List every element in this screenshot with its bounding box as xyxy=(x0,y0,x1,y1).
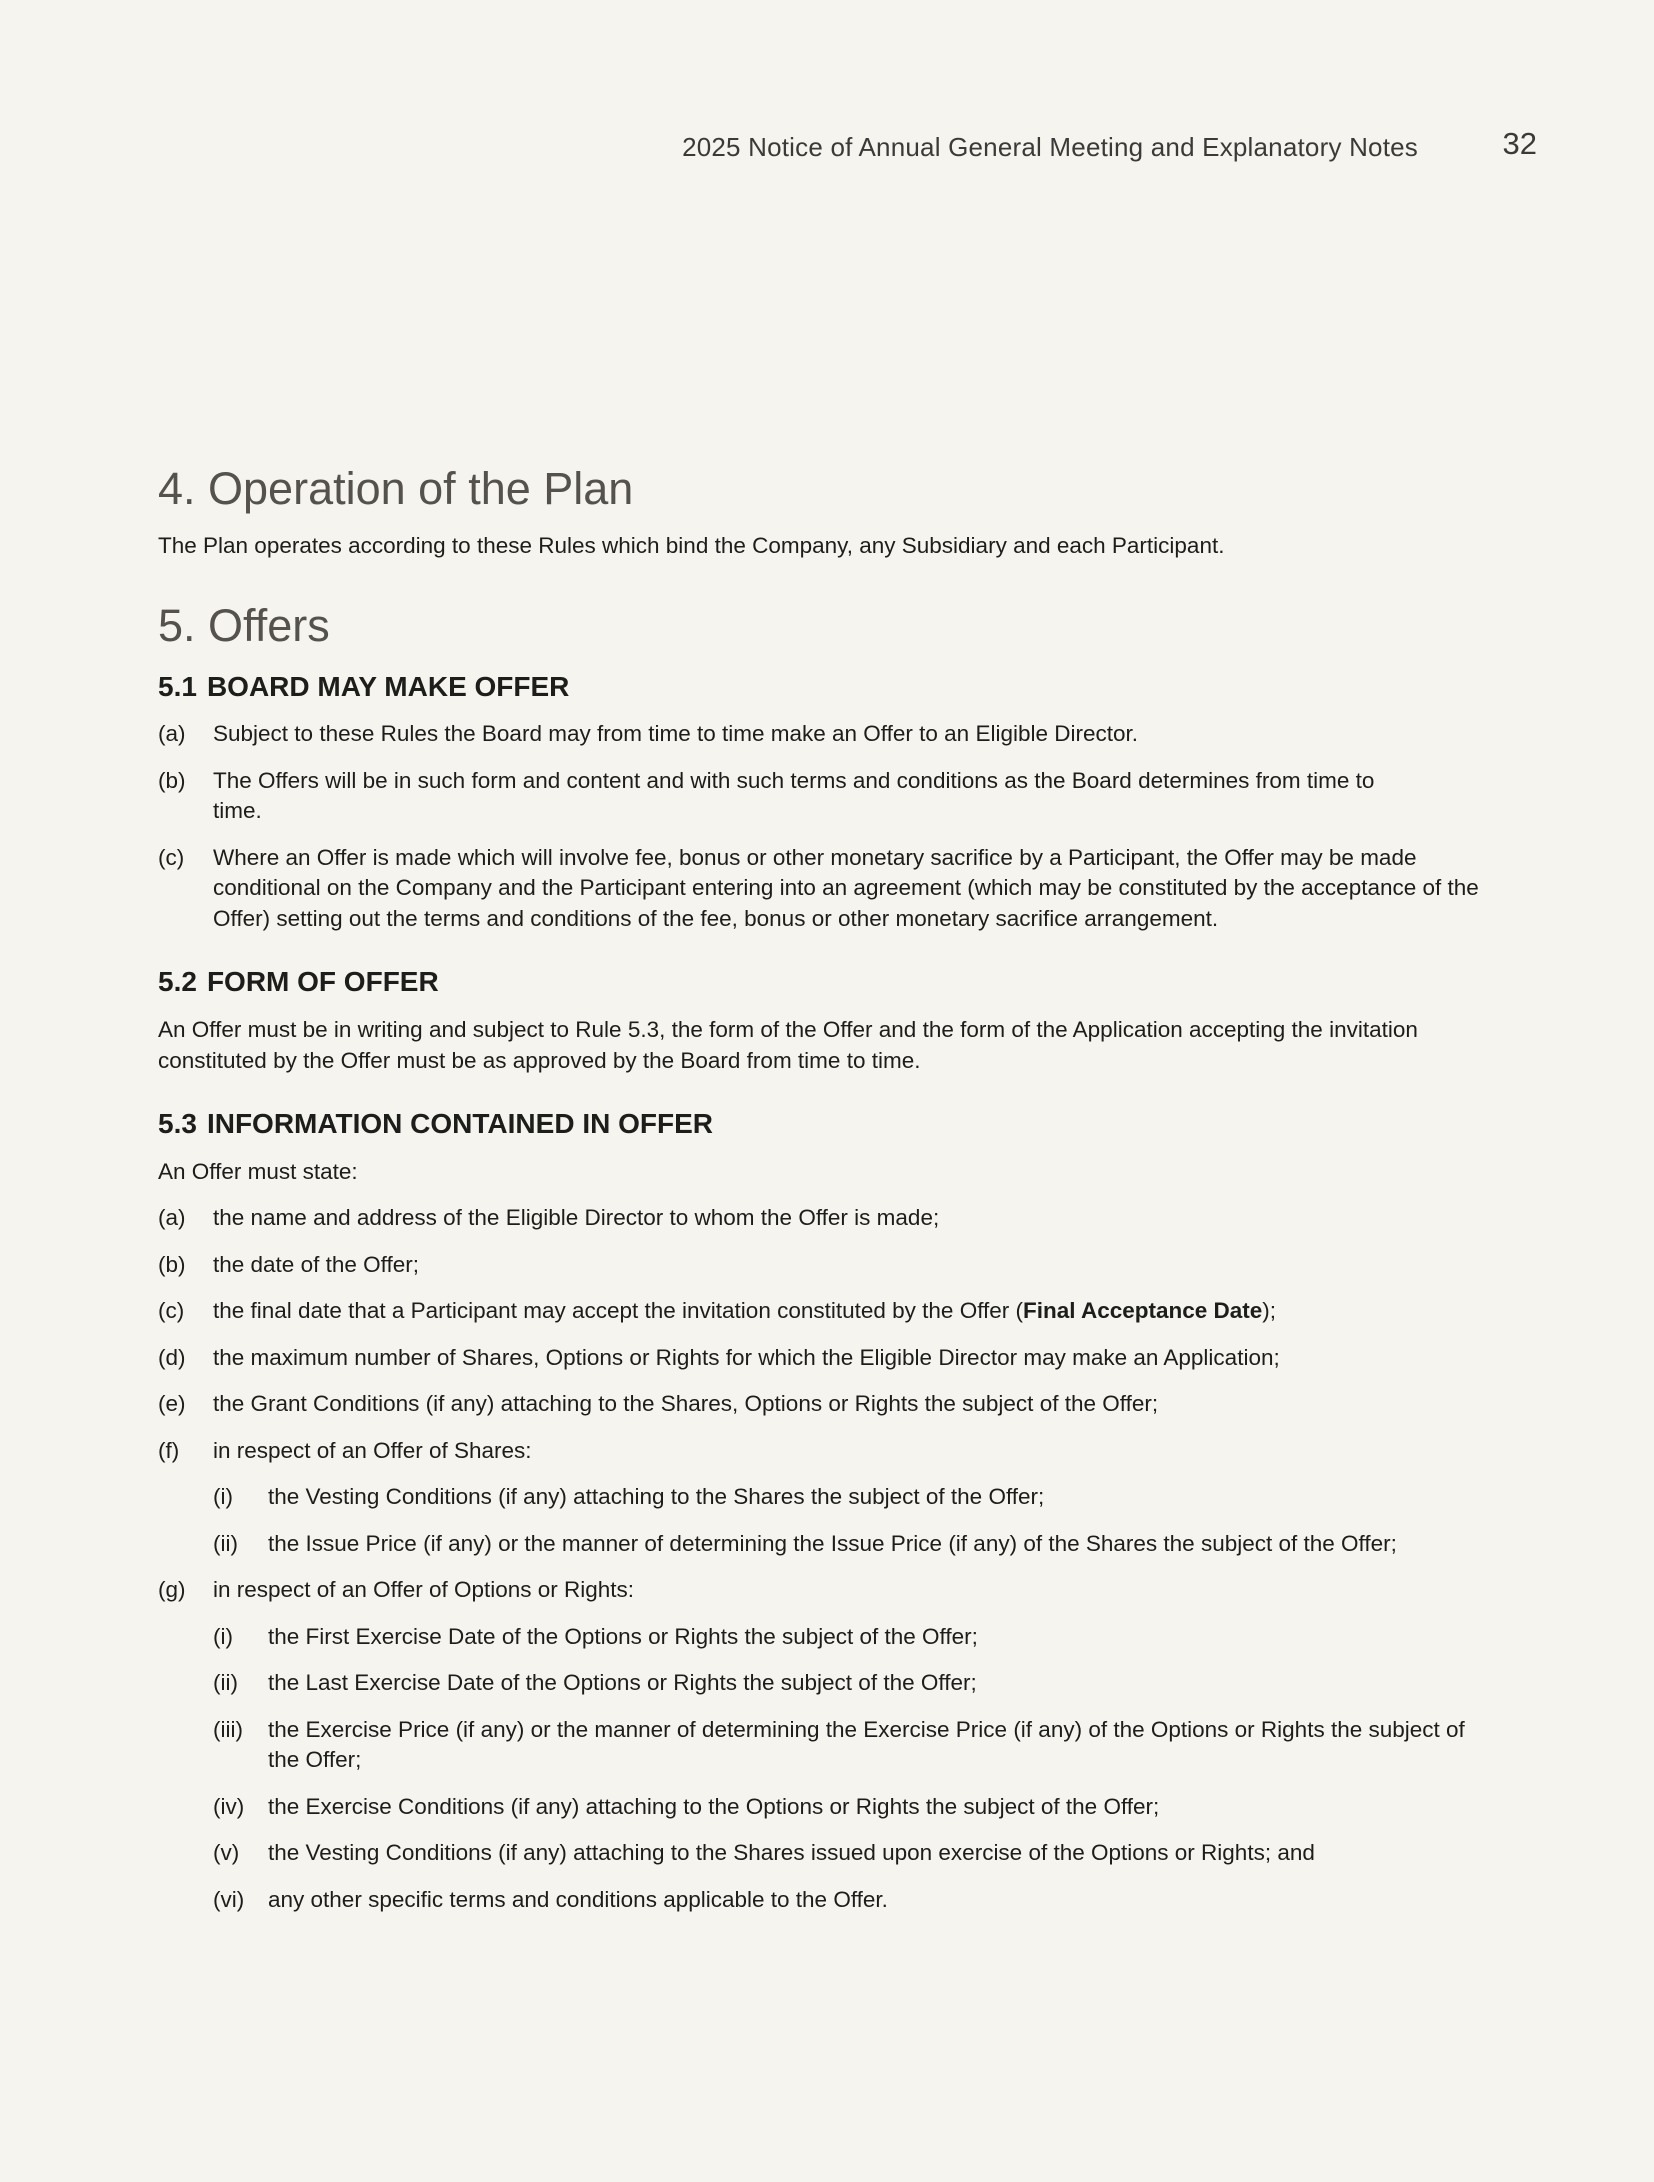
list-label: (b) xyxy=(158,767,186,793)
list-label: (a) xyxy=(158,1205,186,1230)
rule-5-3-heading xyxy=(158,1104,1498,1144)
list-text: the final date that a Participant may accept the invitation constituted by the Offer ( xyxy=(213,1298,1024,1323)
sub-list-item xyxy=(213,1668,1498,1699)
sub-list-item xyxy=(213,1622,1498,1653)
list-text: the date of the Offer; xyxy=(213,1251,419,1277)
list-label: (g) xyxy=(158,1577,186,1602)
list-text: ); xyxy=(1262,1298,1277,1323)
page-number: 32 xyxy=(1502,126,1537,161)
list-text: The Offers will be in such form and content and with such terms and conditions as the Board determines from time to time. xyxy=(213,767,1375,823)
list-label: (iv) xyxy=(213,1793,245,1819)
defined-term: Final Acceptance Date xyxy=(1023,1298,1263,1323)
list-label: (a) xyxy=(158,721,186,746)
list-item xyxy=(158,1250,1498,1281)
list-text: in respect of an Offer of Options or Rights: xyxy=(213,1577,635,1602)
list-label: (vi) xyxy=(213,1886,245,1912)
list-text: the Issue Price (if any) or the manner of determining the Issue Price (if any) of the Shares the subject of the Offer; xyxy=(268,1530,1397,1556)
list-label: (c) xyxy=(158,844,185,870)
list-text: the name and address of the Eligible Director to whom the Offer is made; xyxy=(213,1205,940,1230)
rule-number: 5.1 xyxy=(158,671,197,702)
list-label: (e) xyxy=(158,1391,186,1416)
list-label: (ii) xyxy=(213,1530,238,1556)
list-text: Where an Offer is made which will involve fee, bonus or other monetary sacrifice by a Participant, the Offer may be made conditional on the Company and the Participant entering into an agreement (which may be constituted by the acceptance of the Offer) setting out the terms and conditions of the fee, bonus or other monetary sacrifice arrangement. xyxy=(213,844,1479,931)
rule-title: FORM OF OFFER xyxy=(206,966,439,997)
rule-number: 5.3 xyxy=(158,1108,197,1139)
rule-5-2-heading xyxy=(158,962,1498,1002)
list-item xyxy=(158,1436,1498,1467)
list-text: any other specific terms and conditions applicable to the Offer. xyxy=(268,1886,888,1912)
list-item xyxy=(158,1203,1498,1234)
sub-list-item xyxy=(213,1529,1498,1560)
list-item xyxy=(158,843,1498,935)
list-text: the Exercise Conditions (if any) attaching to the Options or Rights the subject of the Offer; xyxy=(268,1793,1160,1819)
page-content xyxy=(158,456,1498,1931)
sub-list-item xyxy=(213,1885,1498,1916)
document-title: 2025 Notice of Annual General Meeting and Explanatory Notes xyxy=(682,132,1418,162)
sub-list-item xyxy=(213,1482,1498,1513)
section-4-heading: 4. Operation of the Plan xyxy=(158,463,634,514)
list-label: (i) xyxy=(213,1484,233,1509)
list-label: (d) xyxy=(158,1344,186,1370)
list-text: in respect of an Offer of Shares: xyxy=(213,1437,532,1463)
list-text: the Vesting Conditions (if any) attaching to the Shares issued upon exercise of the Options or Rights; and xyxy=(268,1840,1315,1865)
list-text: Subject to these Rules the Board may from time to time make an Offer to an Eligible Director. xyxy=(213,721,1139,746)
sub-list-item xyxy=(213,1838,1498,1869)
list-item xyxy=(158,1343,1498,1374)
list-text: the maximum number of Shares, Options or Rights for which the Eligible Director may make an Application; xyxy=(213,1344,1280,1370)
sub-list-item xyxy=(213,1715,1498,1776)
list-text: the Grant Conditions (if any) attaching to the Shares, Options or Rights the subject of the Offer; xyxy=(213,1391,1159,1416)
list-label: (ii) xyxy=(213,1670,238,1695)
rule-5-3-intro: An Offer must state: xyxy=(158,1159,358,1184)
list-item xyxy=(158,1389,1498,1420)
list-label: (i) xyxy=(213,1623,233,1649)
list-label: (f) xyxy=(158,1437,180,1463)
list-item xyxy=(158,766,1498,827)
list-text: the Last Exercise Date of the Options or Rights the subject of the Offer; xyxy=(268,1670,977,1695)
list-label: (c) xyxy=(158,1298,185,1323)
list-label: (iii) xyxy=(213,1716,243,1742)
section-5-heading: 5. Offers xyxy=(158,600,330,651)
list-text: the First Exercise Date of the Options or Rights the subject of the Offer; xyxy=(268,1623,978,1649)
list-item xyxy=(158,1575,1498,1606)
rule-5-1-heading xyxy=(158,667,1498,707)
rule-title: INFORMATION CONTAINED IN OFFER xyxy=(206,1108,713,1139)
list-text: the Vesting Conditions (if any) attaching to the Shares the subject of the Offer; xyxy=(268,1484,1045,1509)
rule-title: BOARD MAY MAKE OFFER xyxy=(206,671,570,702)
list-item xyxy=(158,719,1498,750)
list-label: (b) xyxy=(158,1251,186,1277)
list-label: (v) xyxy=(213,1840,240,1865)
list-text: the Exercise Price (if any) or the manner of determining the Exercise Price (if any) of the Options or Rights the subject of the Offer; xyxy=(268,1716,1465,1772)
rule-5-2-text: An Offer must be in writing and subject to Rule 5.3, the form of the Offer and the form of the Application accepting the invitation constituted by the Offer must be as approved by the Board from time to time. xyxy=(158,1017,1418,1073)
list-item xyxy=(158,1296,1498,1327)
page-header xyxy=(0,126,1654,166)
section-4-text: The Plan operates according to these Rules which bind the Company, any Subsidiary and each Participant. xyxy=(158,533,1225,558)
rule-number: 5.2 xyxy=(158,966,197,997)
sub-list-item xyxy=(213,1792,1498,1823)
